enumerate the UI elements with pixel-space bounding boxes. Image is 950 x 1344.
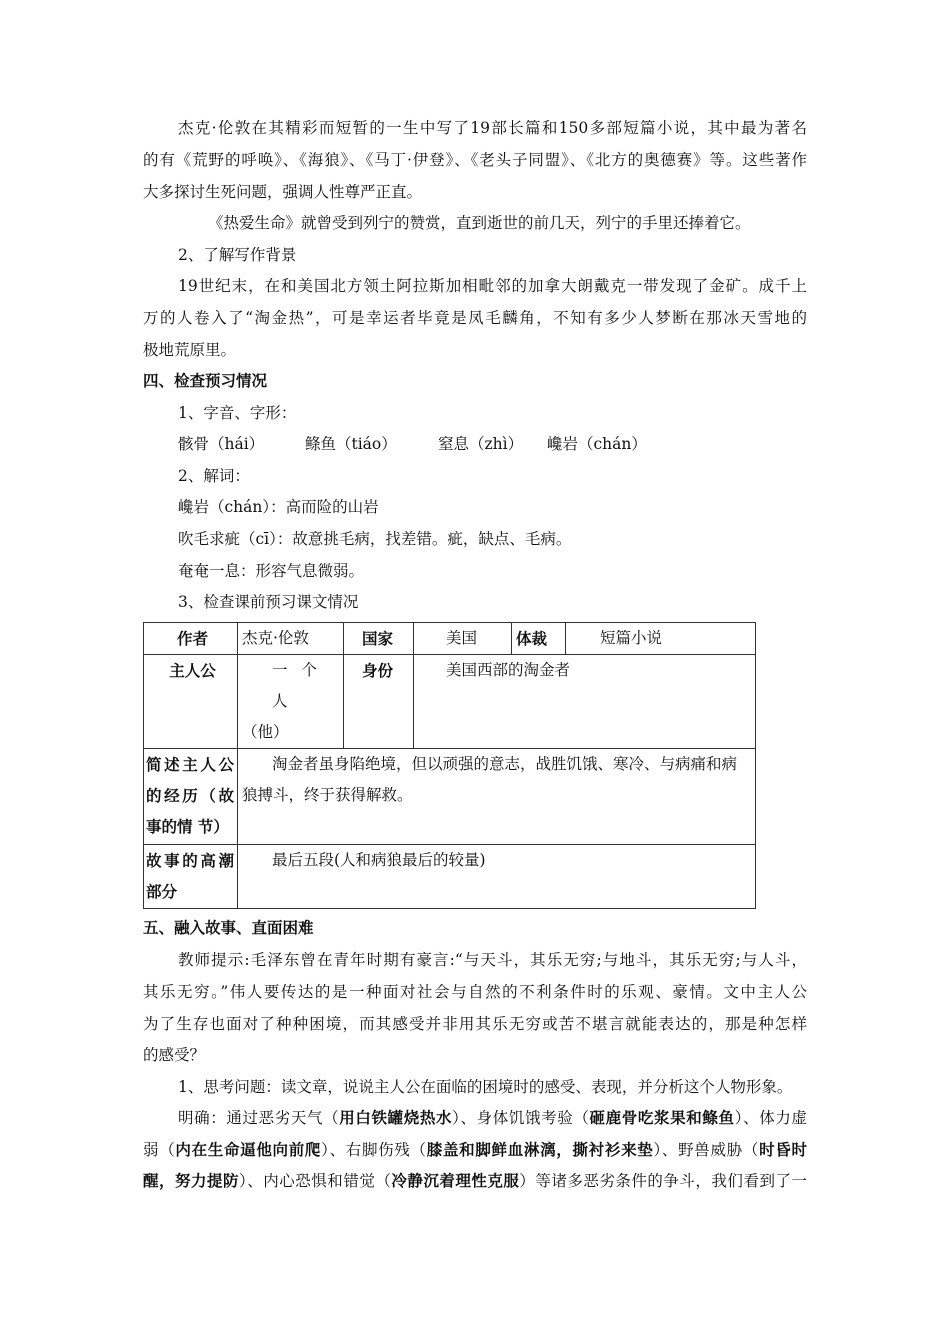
experience-label-line: 的经历（故 xyxy=(146,786,234,805)
answer-bold: 膝盖和脚鲜血淋漓，撕衬衫来垫 xyxy=(426,1140,654,1159)
answer-text: ）、野兽威胁（ xyxy=(653,1141,760,1159)
definition: 吹毛求疵（cī）：故意挑毛病，找差错。疵，缺点、毛病。 xyxy=(178,530,572,548)
intro-paragraph-line: 杰克·伦敦在其精彩而短暂的一生中写了19部长篇和150多部短篇小说，其中最为著名 xyxy=(178,119,807,137)
question-1: 1、思考问题：读文章，说说主人公在面临的困境时的感受、表现，并分析这个人物形象。 xyxy=(178,1078,793,1096)
teacher-note-line: 的感受？ xyxy=(143,1046,206,1064)
experience-value-line: 淘金者虽身陷绝境，但以顽强的意志，战胜饥饿、寒冷、与病痛和病 xyxy=(272,755,738,773)
answer-text: ）、内心恐惧和错觉（ xyxy=(239,1172,392,1190)
answer-text: ）、右脚伤残（ xyxy=(321,1141,427,1159)
hero-value-line: （他） xyxy=(242,723,289,741)
background-paragraph-line: 极地荒原里。 xyxy=(143,341,237,359)
answer-text: 明确：通过恶劣天气（ xyxy=(178,1109,340,1127)
answer-text: 弱（ xyxy=(143,1141,176,1159)
genre-value: 短篇小说 xyxy=(566,623,756,655)
hero-value xyxy=(238,655,344,749)
climax-value: 最后五段(人和病狼最后的较量) xyxy=(238,845,756,909)
experience-label-line: 事的情 节） xyxy=(146,817,229,836)
experience-label xyxy=(144,749,238,845)
identity-value: 美国西部的淘金者 xyxy=(414,655,756,749)
answer-bold: 醒，努力提防 xyxy=(143,1171,240,1190)
section-5-heading: 五、融入故事、直面困难 xyxy=(143,918,314,937)
experience-label-line: 简述主人公 xyxy=(146,755,234,774)
country-label: 国家 xyxy=(344,623,414,655)
answer-line xyxy=(143,1140,807,1160)
answer-bold: 冷静沉着理性克服 xyxy=(391,1171,520,1190)
vocab-word: 鲦鱼（tiáo） xyxy=(305,435,397,453)
answer-line xyxy=(178,1108,807,1128)
answer-text: ）、体力虚 xyxy=(734,1109,807,1127)
experience-value xyxy=(238,749,756,845)
teacher-note-line: 教师提示:毛泽东曾在青年时期有豪言:“与天斗，其乐无穷;与地斗，其乐无穷;与人斗， xyxy=(178,951,807,969)
subheading-background: 2、了解写作背景 xyxy=(178,246,297,264)
definition: 奄奄一息：形容气息微弱。 xyxy=(178,562,365,580)
answer-bold: 用白铁罐烧热水 xyxy=(339,1108,453,1127)
vocab-word: 骸骨（hái） xyxy=(178,435,265,453)
experience-value-line: 狼搏斗，终于获得解救。 xyxy=(242,786,413,804)
vocab-word: 巉岩（chán） xyxy=(547,435,647,453)
background-paragraph-line: 19世纪末，在和美国北方领土阿拉斯加相毗邻的加拿大朗戴克一带发现了金矿。成千上 xyxy=(178,277,807,295)
genre-label: 体裁 xyxy=(512,623,566,655)
answer-bold: 时昏时 xyxy=(759,1140,807,1159)
definition: 巉岩（chán）：高而险的山岩 xyxy=(178,498,379,516)
answer-text: ）、身体饥饿考验（ xyxy=(452,1109,590,1127)
section-4-heading: 四、检查预习情况 xyxy=(143,371,268,390)
answer-line xyxy=(143,1171,807,1191)
intro-paragraph-line: 大多探讨生死问题，强调人性尊严正直。 xyxy=(143,183,423,201)
hero-value-line: 一个人 xyxy=(272,661,332,710)
teacher-note-line: 其乐无穷。”伟人要传达的是一种面对社会与自然的不利条件时的乐观、豪情。文中主人公 xyxy=(143,983,807,1001)
climax-label xyxy=(144,845,238,909)
item-preview-check: 3、检查课前预习课文情况 xyxy=(178,593,359,611)
intro-paragraph-line: 的有《荒野的呼唤》、《海狼》、《马丁·伊登》、《老头子同盟》、《北方的奥德赛》等。这些著作 xyxy=(143,151,807,169)
answer-text: ）等诸多恶劣条件的争斗，我们看到了一 xyxy=(519,1172,807,1190)
vocab-word: 窒息（zhì） xyxy=(438,435,524,453)
answer-bold: 砸鹿骨吃浆果和鲦鱼 xyxy=(589,1108,735,1127)
country-value: 美国 xyxy=(414,623,512,655)
intro-paragraph-2: 《热爱生命》就曾受到列宁的赞赏，直到逝世的前几天，列宁的手里还捧着它。 xyxy=(208,214,751,232)
climax-label-line: 故事的高潮 xyxy=(146,851,234,870)
hero-label: 主人公 xyxy=(144,655,238,749)
teacher-note-line: 为了生存也面对了种种困境，而其感受并非用其乐无穷或苦不堪言就能表达的，那是种怎样 xyxy=(143,1015,807,1033)
preview-table xyxy=(143,622,756,909)
item-vocabulary: 2、解词： xyxy=(178,467,250,485)
answer-bold: 内在生命逼他向前爬 xyxy=(175,1140,322,1159)
background-paragraph-line: 万的人卷入了“淘金热”，可是幸运者毕竟是凤毛麟角，不知有多少人梦断在那冰天雪地的 xyxy=(143,309,807,327)
author-value: 杰克·伦敦 xyxy=(238,623,344,655)
author-label: 作者 xyxy=(144,623,238,655)
identity-label: 身份 xyxy=(344,655,414,749)
climax-label-line: 部分 xyxy=(146,882,178,901)
item-pronunciation: 1、字音、字形： xyxy=(178,404,297,422)
